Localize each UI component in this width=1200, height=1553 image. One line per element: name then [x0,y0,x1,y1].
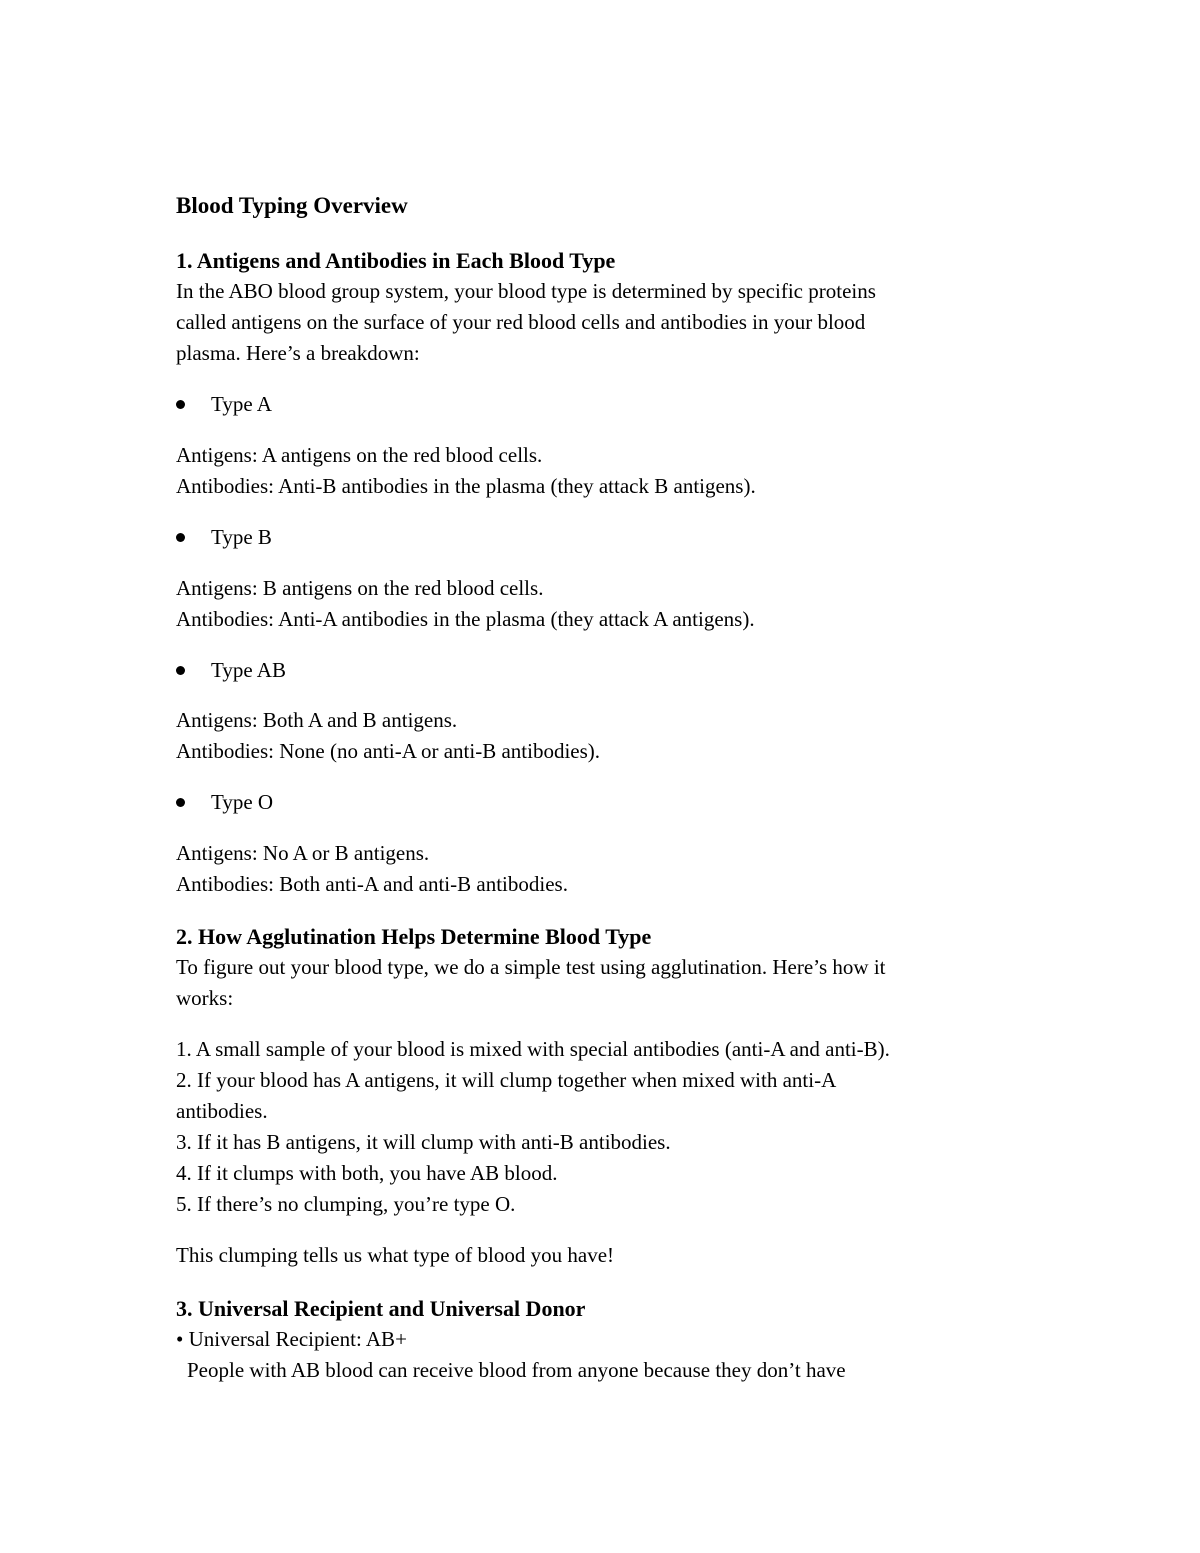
section-1-heading: 1. Antigens and Antibodies in Each Blood Type [176,248,616,273]
section-1-intro-line-1: In the ABO blood group system, your blood type is determined by specific proteins [176,279,876,303]
type-o-label: Type O [211,790,274,814]
type-ab-antigens: Antigens: Both A and B antigens. [176,708,458,732]
section-2-conclusion: This clumping tells us what type of blood you have! [176,1243,615,1267]
bullet-icon [176,798,185,807]
type-o-antibodies: Antibodies: Both anti-A and anti-B antibodies. [176,872,568,896]
step-3: 3. If it has B antigens, it will clump with anti-B antibodies. [176,1130,671,1154]
type-a-label: Type A [211,392,272,416]
step-1: 1. A small sample of your blood is mixed with special antibodies (anti-A and anti-B). [176,1037,890,1061]
step-4: 4. If it clumps with both, you have AB blood. [176,1161,558,1185]
section-1-intro-line-3: plasma. Here’s a breakdown: [176,341,420,365]
type-ab-antibodies: Antibodies: None (no anti-A or anti-B antibodies). [176,739,601,763]
section-3-heading: 3. Universal Recipient and Universal Donor [176,1296,586,1321]
section-2-intro-line-2: works: [176,986,234,1010]
universal-recipient-text: People with AB blood can receive blood from anyone because they don’t have [187,1358,846,1382]
step-2: 2. If your blood has A antigens, it will clump together when mixed with anti-A [176,1068,837,1092]
type-o-antigens: Antigens: No A or B antigens. [176,841,430,865]
type-b-label: Type B [211,525,272,549]
type-b-antigens: Antigens: B antigens on the red blood cells. [176,576,544,600]
section-2-intro-line-1: To figure out your blood type, we do a simple test using agglutination. Here’s how it [176,955,886,979]
bullet-icon [176,666,185,675]
type-ab-label: Type AB [211,658,286,682]
universal-recipient-label: • Universal Recipient: AB+ [176,1327,407,1351]
type-a-antigens: Antigens: A antigens on the red blood cells. [176,443,543,467]
bullet-icon [176,400,185,409]
section-2-heading: 2. How Agglutination Helps Determine Blood Type [176,924,652,949]
type-a-antibodies: Antibodies: Anti-B antibodies in the plasma (they attack B antigens). [176,474,756,498]
type-b-antibodies: Antibodies: Anti-A antibodies in the plasma (they attack A antigens). [176,607,755,631]
bullet-icon [176,533,185,542]
document-title: Blood Typing Overview [176,193,408,218]
step-5: 5. If there’s no clumping, you’re type O. [176,1192,516,1216]
section-1-intro-line-2: called antigens on the surface of your red blood cells and antibodies in your blood [176,310,866,334]
step-2-continued: antibodies. [176,1099,268,1123]
